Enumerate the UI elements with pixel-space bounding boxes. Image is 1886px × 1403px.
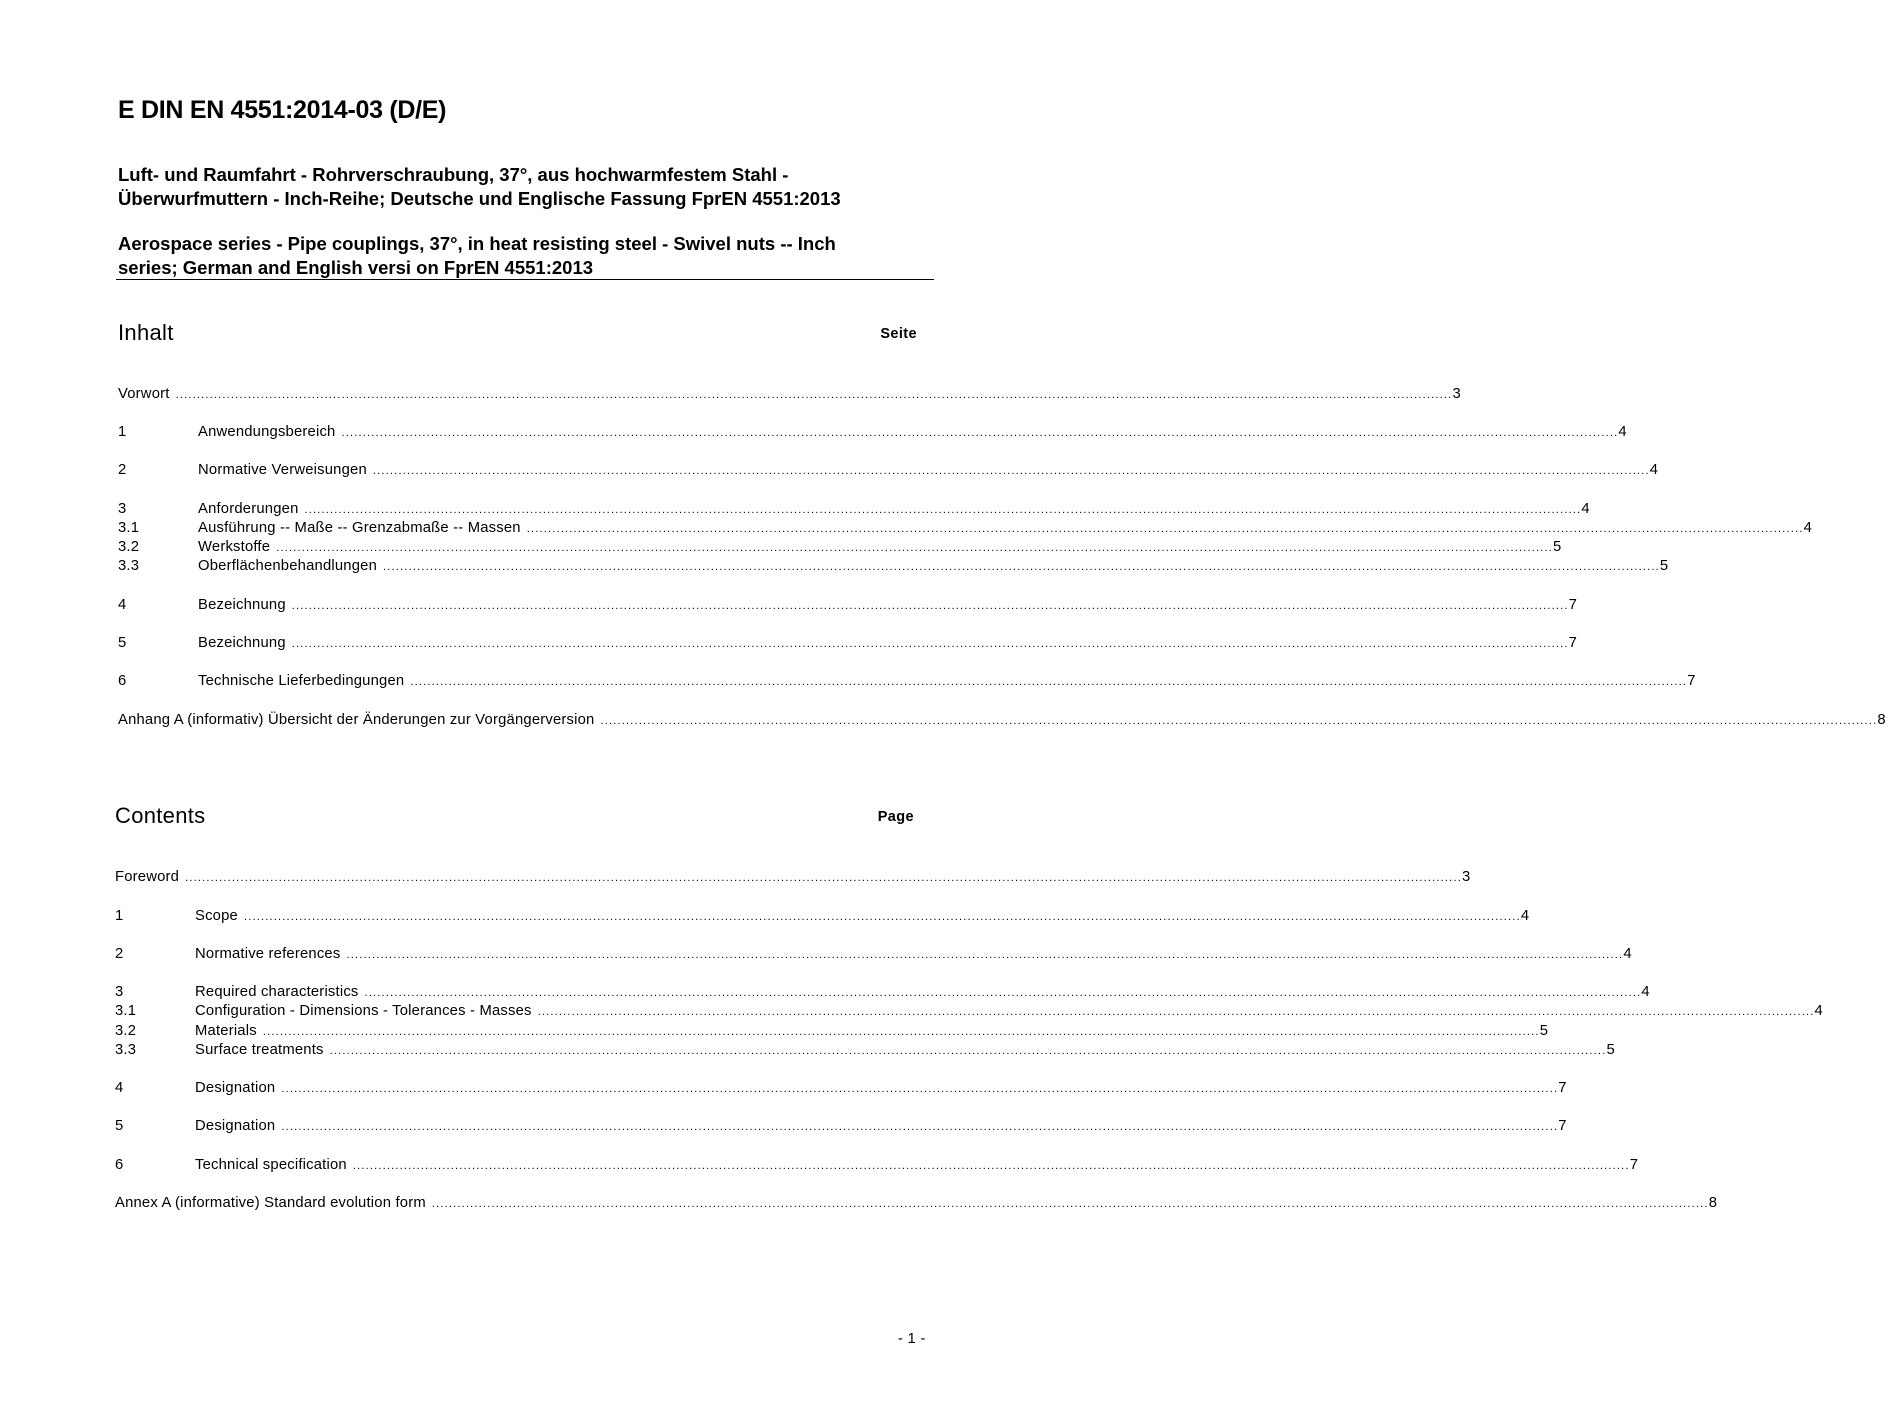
toc-entry-number: 3.3 [118,558,140,574]
toc-entry-page: 7 [1629,1157,1639,1173]
toc-entry-label: Normative Verweisungen [198,462,367,478]
toc-entry-number: 6 [115,1157,124,1173]
toc-german [118,320,1886,728]
toc-entry[interactable] [115,906,1530,926]
toc-entry[interactable] [118,710,1886,730]
toc-leader-dots: ............................................................................................................................................................................................................................................................................................................ [243,911,1521,923]
toc-entry-page: 8 [1877,712,1886,728]
toc-leader-dots: ............................................................................................................................................................................................................................................................................................................ [372,465,1650,477]
page-number: - 1 - [898,1331,926,1347]
german-title-line: Luft- und Raumfahrt - Rohrverschraubung, 37°, aus hochwarmfestem Stahl - [118,164,789,185]
german-title-line: Überwurfmuttern - Inch-Reihe; Deutsche und Englische Fassung FprEN 4551:2013 [118,188,841,209]
toc-entry-label: Ausführung -- Maße -- Grenzabmaße -- Massen [198,520,521,536]
toc-entry-label: Anhang A (informativ) Übersicht der Änderungen zur Vorgängerversion [118,712,595,728]
toc-entry-number: 3.2 [115,1023,137,1039]
toc-entry-label: Technische Lieferbedingungen [198,673,405,689]
toc-entry-page: 7 [1558,1080,1567,1096]
toc-leader-dots: ............................................................................................................................................................................................................................................................................................................ [526,523,1804,535]
toc-entry-number: 4 [115,1080,124,1096]
toc-entry-label: Oberflächenbehandlungen [198,558,378,574]
toc-entry-label: Bezeichnung [198,597,286,613]
toc-entry[interactable] [118,633,1578,653]
toc-entry[interactable] [118,556,1669,576]
toc-entry[interactable] [118,518,1813,538]
toc-entry-page: 5 [1659,558,1669,574]
toc-entry-label: Annex A (informative) Standard evolution form [115,1195,426,1211]
toc-entry-label: Surface treatments [195,1042,324,1058]
english-title-line: series; German and English versi on FprEN 4551:2013 [118,257,594,278]
toc-entry-label: Technical specification [195,1157,347,1173]
toc-entry-number: 1 [118,424,127,440]
toc-entry-page: 3 [1461,869,1471,885]
toc-entry-number: 1 [115,908,124,924]
toc-leader-dots: ............................................................................................................................................................................................................................................................................................................ [346,949,1624,961]
toc-entry-number: 4 [118,597,127,613]
toc-entry-number: 5 [115,1118,124,1134]
toc-entry-label: Foreword [115,869,180,885]
toc-leader-dots: ............................................................................................................................................................................................................................................................................................................ [291,638,1569,650]
toc-entry-label: Configuration - Dimensions - Tolerances - Masses [195,1003,532,1019]
toc-entry[interactable] [115,1040,1615,1060]
toc-entry-label: Vorwort [118,386,170,402]
toc-entry-label: Materials [195,1023,257,1039]
toc-leader-dots: ............................................................................................................................................................................................................................................................................................................ [364,987,1642,999]
toc-leader-dots: ............................................................................................................................................................................................................................................................................................................ [410,676,1688,688]
toc-entry-label: Werkstoffe [198,539,271,555]
toc-entry-number: 3.2 [118,539,140,555]
toc-entry-page: 4 [1520,908,1530,924]
toc-leader-dots: ............................................................................................................................................................................................................................................................................................................ [262,1026,1540,1038]
toc-leader-dots: ............................................................................................................................................................................................................................................................................................................ [431,1198,1709,1210]
toc-leader-dots: ............................................................................................................................................................................................................................................................................................................ [185,872,1462,884]
toc-entry-number: 5 [118,635,127,651]
toc-leader-dots: ............................................................................................................................................................................................................................................................................................................ [304,504,1582,516]
toc-entry[interactable] [115,1021,1549,1041]
toc-entry[interactable] [118,422,1627,442]
toc-entry-label: Designation [195,1118,276,1134]
toc-english-heading: Contents [115,803,206,828]
toc-entry-page: 7 [1568,597,1578,613]
toc-german-heading: Inhalt [118,320,174,345]
toc-leader-dots: ............................................................................................................................................................................................................................................................................................................ [276,542,1554,554]
title-divider [116,279,934,280]
toc-entry-label: Bezeichnung [198,635,286,651]
toc-entry-page: 8 [1708,1195,1718,1211]
toc-entry[interactable] [118,671,1696,691]
toc-entry-number: 3 [115,984,124,1000]
toc-english-page-label: Page [877,809,914,825]
toc-entry-label: Required characteristics [195,984,359,1000]
toc-entry[interactable] [115,1078,1567,1098]
toc-leader-dots: ............................................................................................................................................................................................................................................................................................................ [352,1160,1630,1172]
toc-entry-number: 3 [118,501,127,517]
toc-entry[interactable] [115,1116,1567,1136]
toc-entry[interactable] [115,1193,1718,1213]
toc-entry-page: 4 [1803,520,1813,536]
toc-german-header [118,320,921,360]
toc-entry[interactable] [118,537,1562,557]
toc-entry-page: 5 [1606,1042,1615,1058]
toc-leader-dots: ............................................................................................................................................................................................................................................................................................................ [537,1006,1815,1018]
toc-leader-dots: ............................................................................................................................................................................................................................................................................................................ [341,427,1619,439]
toc-entry-page: 4 [1581,501,1590,517]
toc-leader-dots: ............................................................................................................................................................................................................................................................................................................ [281,1121,1559,1133]
english-title-line: Aerospace series - Pipe couplings, 37°, in heat resisting steel - Swivel nuts -- Inch [118,233,836,254]
toc-leader-dots: ............................................................................................................................................................................................................................................................................................................ [383,561,1660,573]
toc-entry-page: 7 [1687,673,1696,689]
german-title [118,163,841,211]
toc-entry[interactable] [115,944,1632,964]
toc-entry-page: 4 [1814,1003,1823,1019]
toc-entry-page: 4 [1649,462,1659,478]
toc-entry-page: 5 [1553,539,1562,555]
toc-leader-dots: ............................................................................................................................................................................................................................................................................................................ [329,1045,1607,1057]
toc-english-header [115,803,918,843]
toc-english [115,803,1823,1211]
toc-leader-dots: ............................................................................................................................................................................................................................................................................................................ [281,1083,1559,1095]
english-title [118,232,836,280]
toc-entry-page: 4 [1618,424,1627,440]
toc-entry[interactable] [118,595,1578,615]
toc-entry[interactable] [115,1001,1823,1021]
toc-entry-page: 7 [1568,635,1578,651]
toc-entry[interactable] [118,460,1659,480]
document-title: E DIN EN 4551:2014-03 (D/E) [118,96,447,124]
toc-entry-page: 4 [1623,946,1632,962]
toc-entry-number: 3.1 [115,1003,137,1019]
toc-entry[interactable] [115,982,1650,1002]
toc-entry-page: 4 [1641,984,1650,1000]
toc-entry-number: 3.1 [118,520,140,536]
toc-entry-label: Anwendungsbereich [198,424,336,440]
toc-entry-number: 6 [118,673,127,689]
toc-entry-label: Normative references [195,946,341,962]
toc-entry-page: 7 [1558,1118,1567,1134]
toc-entry[interactable] [115,1155,1639,1175]
toc-entry-page: 5 [1539,1023,1549,1039]
toc-entry-number: 2 [118,462,127,478]
toc-german-page-label: Seite [880,326,917,342]
toc-entry[interactable] [118,499,1590,519]
toc-entry-page: 3 [1452,386,1461,402]
toc-leader-dots: ............................................................................................................................................................................................................................................................................................................ [291,600,1569,612]
toc-entry-label: Designation [195,1080,276,1096]
toc-entry-number: 3.3 [115,1042,137,1058]
toc-leader-dots: ............................................................................................................................................................................................................................................................................................................ [175,389,1453,401]
toc-entry[interactable] [118,384,1461,404]
toc-entry[interactable] [115,867,1471,887]
toc-leader-dots: ............................................................................................................................................................................................................................................................................................................ [600,715,1878,727]
toc-entry-label: Anforderungen [198,501,299,517]
toc-entry-label: Scope [195,908,238,924]
toc-entry-number: 2 [115,946,124,962]
